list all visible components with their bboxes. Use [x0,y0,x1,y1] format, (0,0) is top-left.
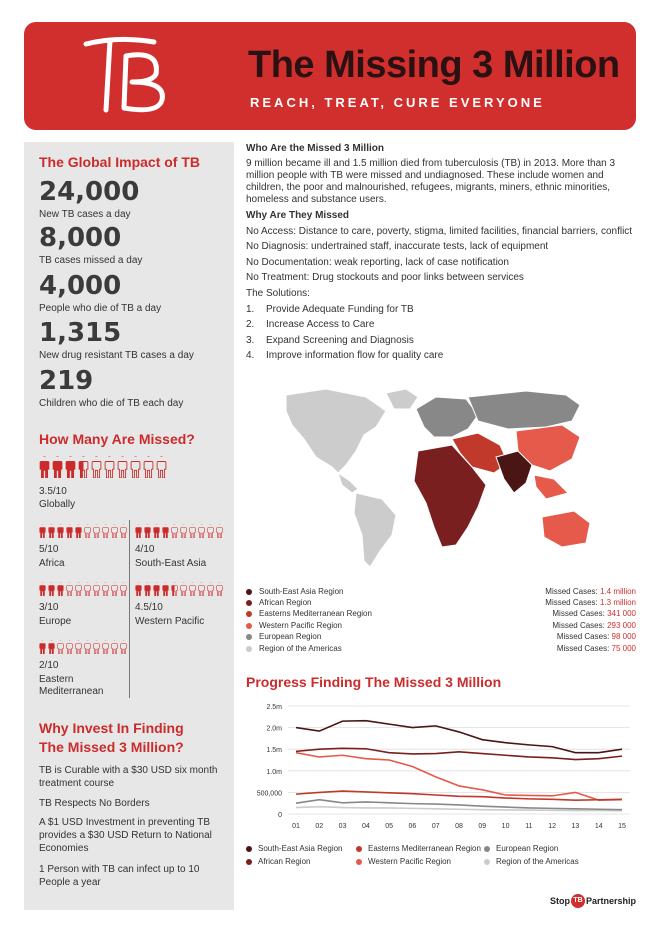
person-icon [48,524,55,538]
x-tick-label: 02 [315,823,324,830]
chart-legend-label: Western Pacific Region [368,857,451,866]
south-america-shape [354,493,396,567]
chart-legend-item [356,857,451,866]
legend-swatch [246,589,252,595]
page-title: The Missing 3 Million [248,44,620,86]
person-icon [143,456,154,478]
legend-swatch [246,646,252,652]
person-icon [93,582,100,596]
solution-text: Expand Screening and Diagnosis [266,335,414,346]
stat-value: 8,000 [39,223,122,253]
people-row-europe [39,582,129,596]
x-tick-label: 11 [525,823,533,830]
person-icon [111,640,118,654]
chart-legend-label: Easterns Mediterranean Region [368,844,481,853]
legend-missed-label: Missed Cases: [545,587,598,596]
x-tick-label: 15 [618,823,626,830]
europe-shape [416,397,478,437]
southeast-asia-shape [534,475,568,499]
x-tick-label: 07 [431,823,440,830]
y-tick-label: 1.5m [266,747,282,755]
legend-missed-label: Missed Cases: [556,644,610,653]
chart-legend-label: European Region [496,844,559,853]
person-icon [102,524,109,538]
person-icon [75,524,82,538]
legend-missed-label: Missed Cases: [545,598,598,607]
impact-heading: The Global Impact of TB [39,154,201,170]
invest-item: TB Respects No Borders [39,798,150,809]
x-tick-label: 04 [361,823,370,830]
x-tick-label: 06 [408,823,417,830]
fraction-label: Globally [39,499,76,510]
person-icon [52,456,63,478]
stat-label: People who die of TB a day [39,303,162,314]
stat-value: 4,000 [39,271,122,301]
chart-legend-item [484,857,579,866]
brand-left: Stop [549,896,570,906]
y-tick-label: 500,000 [256,790,282,798]
stat-value: 1,315 [39,318,122,348]
chart-legend-item [246,844,343,853]
person-icon [162,524,169,538]
fraction-label: South-East Asia [135,558,207,569]
invest-item: 1 Person with TB can infect up to 10 People a year [39,864,200,888]
solution-number: 1. [246,304,255,315]
person-icon [198,582,205,596]
fraction-label: Western Pacific [135,616,205,627]
person-icon [207,582,214,596]
who-text: 9 million became ill and 1.5 million died from tuberculosis (TB) in 2013. More than 3 million people with TB were missed and undiagnosed. These include women and children, the poor and malnourished, refugees, migrants, miners, ethnic minorities, homeless and substance users. [246,158,616,205]
solution-number: 4. [246,350,255,361]
person-icon [135,582,142,596]
legend-swatch [246,611,252,617]
x-tick-label: 12 [548,823,557,830]
tb-logo-icon [80,30,176,118]
person-icon [216,582,223,596]
solution-text: Improve information flow for quality care [266,350,444,361]
chart-legend-item [356,844,481,853]
people-row-wp [135,582,225,596]
y-tick-label: 2.0m [266,725,282,733]
stat-label: Children who die of TB each day [39,398,184,409]
x-tick-label: 08 [455,823,463,830]
people-row-em [39,640,129,654]
person-icon [144,524,151,538]
invest-heading-line1: Why Invest In Finding [39,720,184,736]
series-line [296,748,622,759]
person-icon [162,582,169,596]
y-tick-label: 0 [278,812,282,819]
person-icon [135,524,142,538]
legend-swatch [246,634,252,640]
stop-tb-partnership-logo [550,894,636,908]
stat-value: 24,000 [39,177,140,207]
person-icon [66,582,73,596]
y-tick-label: 2.5m [266,704,282,711]
person-icon [156,456,167,478]
person-icon [102,582,109,596]
chart-title: Progress Finding The Missed 3 Million [246,674,502,690]
person-icon [39,640,46,654]
person-icon [104,456,115,478]
chart-legend-label: African Region [258,857,311,866]
person-icon [84,640,91,654]
person-icon [102,640,109,654]
legend-swatch [246,623,252,629]
fraction-label: Eastern Mediterranean [39,674,104,697]
reason-item: No Documentation: weak reporting, lack of case notification [246,257,509,268]
fraction-label: Africa [39,558,65,569]
person-icon [171,582,178,596]
australia-shape [542,511,590,547]
legend-name: Region of the Americas [259,644,342,653]
person-icon [48,582,55,596]
legend-value: 293 000 [607,621,636,630]
people-row-africa [39,524,129,538]
fraction-value: 5/10 [39,544,59,555]
legend-value: 98 000 [611,632,636,641]
legend-swatch [356,846,362,852]
person-icon [130,456,141,478]
fraction-value: 3/10 [39,602,59,613]
solution-text: Provide Adequate Funding for TB [266,304,414,315]
person-icon [93,640,100,654]
legend-swatch [356,859,362,865]
y-tick-label: 1.0m [266,768,282,776]
person-icon [57,582,64,596]
solution-number: 2. [246,319,255,330]
people-row-sea [135,524,225,538]
people-row-global [39,456,169,478]
person-icon [120,582,127,596]
reason-item: No Treatment: Drug stockouts and poor links between services [246,272,524,283]
person-icon [84,524,91,538]
person-icon [216,524,223,538]
x-tick-label: 05 [385,823,394,830]
legend-row [246,609,636,621]
person-icon [120,640,127,654]
person-icon [75,582,82,596]
page-subtitle: REACH, TREAT, CURE EVERYONE [250,95,545,110]
person-icon [120,524,127,538]
legend-swatch [246,859,252,865]
legend-swatch [484,846,490,852]
person-icon [171,524,178,538]
stat-label: New drug resistant TB cases a day [39,350,194,361]
person-icon [84,582,91,596]
person-icon [66,524,73,538]
central-america-shape [338,473,358,493]
solution-number: 3. [246,335,255,346]
legend-swatch [484,859,490,865]
legend-missed-label: Missed Cases: [552,609,605,618]
person-icon [57,524,64,538]
legend-value: 1.4 million [599,587,636,596]
person-icon [117,456,128,478]
person-icon [153,524,160,538]
legend-value: 75 000 [611,644,636,653]
line-chart [246,696,640,838]
person-icon [93,524,100,538]
x-tick-label: 03 [338,823,347,830]
legend-name: Western Pacific Region [259,621,342,630]
person-icon [189,582,196,596]
solutions-heading: The Solutions: [246,288,310,299]
x-tick-label: 14 [594,823,603,830]
person-icon [189,524,196,538]
invest-item: TB is Curable with a $30 USD six month treatment course [39,765,218,789]
legend-value: 341 000 [607,609,636,618]
person-icon [144,582,151,596]
chart-legend-label: Region of the Americas [496,857,579,866]
brand-badge: TB [571,894,585,908]
stat-value: 219 [39,366,94,396]
person-icon [66,640,73,654]
greenland-shape [386,389,418,409]
stat-label: New TB cases a day [39,209,131,220]
legend-name: South-East Asia Region [259,587,344,596]
person-icon [111,524,118,538]
fraction-value: 2/10 [39,660,59,671]
person-icon [57,640,64,654]
fraction-label: Europe [39,616,72,627]
person-icon [75,640,82,654]
divider-line [129,520,130,698]
legend-missed-label: Missed Cases: [556,632,610,641]
person-icon [111,582,118,596]
reason-item: No Diagnosis: undertrained staff, inaccurate tests, lack of equipment [246,241,549,252]
person-icon [39,456,50,478]
x-tick-label: 10 [501,823,510,830]
legend-swatch [246,600,252,606]
missed-heading: How Many Are Missed? [39,431,195,447]
north-america-shape [286,389,386,473]
person-icon [180,582,187,596]
brand-right: Partnership [585,896,636,906]
person-icon [198,524,205,538]
legend-value: 1.3 million [599,598,636,607]
legend-name: European Region [259,632,322,641]
reason-item: No Access: Distance to care, poverty, stigma, limited facilities, financial barriers, conflict [246,226,633,237]
solution-text: Increase Access to Care [266,319,375,330]
person-icon [48,640,55,654]
why-heading: Why Are They Missed [246,210,349,221]
chart-legend-item [484,844,558,853]
legend-missed-label: Missed Cases: [552,621,605,630]
legend-swatch [246,846,252,852]
person-icon [91,456,102,478]
legend-row [246,644,636,656]
fraction-value: 3.5/10 [39,486,67,497]
fraction-value: 4/10 [135,544,155,555]
person-icon [78,456,89,478]
invest-heading-line2: The Missed 3 Million? [39,739,184,755]
world-map [246,375,636,575]
person-icon [180,524,187,538]
person-icon [39,524,46,538]
x-tick-label: 13 [571,823,580,830]
x-tick-label: 09 [478,823,487,830]
who-heading: Who Are the Missed 3 Million [246,143,384,154]
person-icon [39,582,46,596]
stat-label: TB cases missed a day [39,255,143,266]
person-icon [153,582,160,596]
chart-legend-label: South-East Asia Region [258,844,343,853]
chart-legend-item [246,857,310,866]
person-icon [65,456,76,478]
legend-row [246,632,636,644]
x-tick-label: 01 [292,823,300,830]
legend-name: Easterns Mediterranean Region [259,609,372,618]
invest-item: A $1 USD Investment in preventing TB provides a $30 USD Return to National Economies [39,817,212,854]
person-icon [207,524,214,538]
legend-name: African Region [259,598,312,607]
russia-shape [468,391,580,429]
fraction-value: 4.5/10 [135,602,163,613]
